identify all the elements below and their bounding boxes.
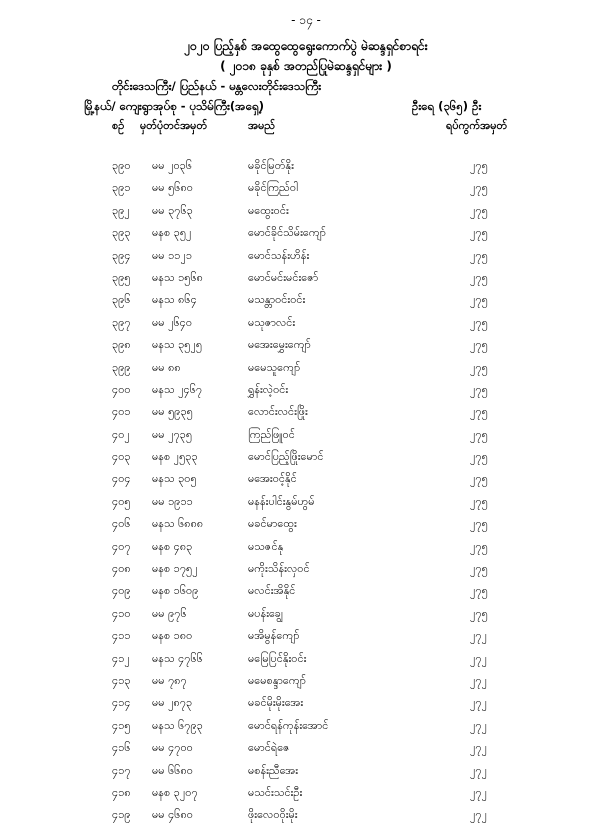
row-id: မနစ ၃၂၀၇ — [152, 785, 198, 799]
row-id: မမ ၄၆၈၀ — [152, 808, 193, 822]
row-number: ၃၉၅ — [112, 270, 131, 284]
table-row — [0, 764, 612, 786]
table-row — [0, 338, 612, 360]
row-name: မအေးမွှေးကျော် — [248, 338, 311, 352]
row-number: ၃၉၃ — [112, 226, 131, 240]
row-number: ၄၀၈ — [112, 562, 131, 576]
row-name: မသုဇာလင်း — [248, 315, 296, 329]
table-row — [0, 383, 612, 405]
row-id: မနသ ၃၅၂၅ — [152, 338, 203, 352]
row-code: ၂၇၂ — [470, 718, 487, 732]
row-code: ၂၇၅ — [470, 181, 488, 195]
row-id: မနသ ၃၀၅ — [152, 472, 197, 486]
column-header-no: စဉ် — [112, 119, 125, 132]
row-code: ၂၇၂ — [470, 808, 487, 822]
row-name: မပန်းချွေ — [248, 606, 283, 620]
row-number: ၃၉၆ — [112, 293, 131, 307]
table-row — [0, 293, 612, 315]
row-name: မောင်ခိုင်သိမ်းကျော် — [248, 226, 326, 240]
row-number: ၄၀၅ — [112, 494, 131, 508]
row-number: ၄၀၀ — [112, 382, 131, 396]
row-name: မသန္တာဝင်းဝင်း — [248, 293, 306, 307]
table-row — [0, 808, 612, 830]
row-number: ၃၉၇ — [112, 315, 131, 329]
row-code: ၂၇၅ — [470, 472, 488, 486]
row-id: မမ ၂၈၇၃ — [152, 696, 193, 710]
row-number: ၄၀၃ — [112, 450, 131, 464]
row-id: မမ ၂၀၃၆ — [152, 159, 193, 172]
row-number: ၃၉၉ — [112, 360, 131, 374]
row-name: မအိမွန်ကျော် — [248, 629, 300, 643]
row-code: ၂၇၅ — [470, 203, 488, 217]
row-name: မခိုင်ကြည်ဝါ — [248, 181, 298, 195]
row-code: ၂၇၅ — [470, 539, 488, 553]
row-name: မထွေးဝင်း — [248, 203, 289, 217]
table-row — [0, 204, 612, 226]
population-count: ဦးရေ (၃၆၅) ဦး — [412, 99, 482, 113]
row-id: မနသ ၆၈၈၈ — [152, 517, 204, 531]
table-row — [0, 405, 612, 427]
row-id: မမ ၇၈၇ — [152, 673, 187, 687]
row-id: မနစ ၄၈၃ — [152, 539, 193, 553]
row-code: ၂၇၅ — [470, 450, 488, 464]
voter-list — [0, 159, 612, 831]
row-code: ၂၇၂ — [470, 651, 487, 665]
row-id: မနစ ၁၇၅၂ — [152, 562, 198, 576]
table-row — [0, 629, 612, 651]
row-name: မခင်မိုးမိုးအေး — [248, 696, 304, 710]
table-row — [0, 361, 612, 383]
row-number: ၄၁၇ — [112, 763, 131, 777]
row-id: မနစ ၁၆၀၉ — [152, 584, 199, 598]
row-number: ၃၉၄ — [112, 248, 131, 262]
row-name: မမေသူကျော် — [248, 360, 301, 374]
row-number: ၄၁၀ — [112, 606, 131, 620]
row-code: ၂၇၅ — [470, 382, 488, 396]
table-row — [0, 450, 612, 472]
row-code: ၂၇၂ — [470, 696, 487, 710]
column-header-name: အမည် — [248, 119, 276, 132]
row-name: ရွှန်းလဲ့ဝင်း — [248, 382, 289, 396]
row-number: ၄၁၉ — [112, 808, 131, 822]
row-name: မသဇင်နု — [248, 539, 284, 553]
row-code: ၂၇၅ — [470, 606, 488, 620]
row-name: မောင်ရန်ကုန်းအောင် — [248, 718, 329, 732]
row-code: ၂၇၅ — [470, 405, 488, 419]
row-code: ၂၇၅ — [470, 338, 488, 352]
page-number: - ၁၄ - — [291, 13, 321, 27]
row-number: ၄၀၄ — [112, 472, 131, 486]
table-row — [0, 226, 612, 248]
row-code: ၂၇၂ — [470, 785, 487, 799]
row-id: မမ ၄၇၀၀ — [152, 741, 193, 755]
row-code: ၂၇၂ — [470, 741, 487, 755]
table-row — [0, 562, 612, 584]
row-code: ၂၇၂ — [470, 763, 487, 777]
row-code: ၂၇၅ — [470, 517, 488, 531]
row-number: ၄၁၈ — [112, 785, 131, 799]
column-header-id: မှတ်ပုံတင်အမှတ် — [140, 119, 208, 132]
table-row — [0, 540, 612, 562]
row-number: ၄၀၇ — [112, 539, 131, 553]
row-code: ၂၇၅ — [470, 315, 488, 329]
row-number: ၄၁၁ — [112, 629, 131, 643]
table-row — [0, 517, 612, 539]
row-name: မောင်ရဲဇေ — [248, 741, 290, 755]
row-number: ၄၁၃ — [112, 673, 131, 687]
table-row — [0, 652, 612, 674]
row-id: မမ ၁၉၁၁ — [152, 494, 193, 508]
row-code: ၂၇၅ — [470, 226, 488, 240]
row-name: ဖိုးလေဝဝိုးမိုး — [248, 808, 298, 822]
row-id: မမ ၉၇၆ — [152, 606, 187, 620]
table-row — [0, 786, 612, 808]
row-number: ၃၉၈ — [112, 338, 131, 352]
row-id: မမ ၃၇၆၃ — [152, 203, 193, 217]
row-id: မနစ ၂၅၃၃ — [152, 450, 198, 464]
row-number: ၄၀၂ — [112, 427, 130, 441]
row-id: မနသ ၂၄၆၇ — [152, 382, 203, 396]
row-id: မမ ၆၆၈၀ — [152, 763, 193, 777]
township-line: မြို့နယ်/ ကျေးရွာအုပ်စု - ပုသိမ်ကြီး(အရှေ့) — [84, 99, 265, 113]
row-number: ၄၀၁ — [112, 405, 131, 419]
row-name: မခိုင်မြတ်နိုး — [248, 159, 294, 172]
region-line: တိုင်းဒေသကြီး/ ပြည်နယ် - မန္တလေးတိုင်းဒေသကြီး — [112, 79, 322, 93]
row-code: ၂၇၅ — [470, 584, 488, 598]
row-id: မမ ၈၈ — [152, 360, 181, 374]
table-row — [0, 495, 612, 517]
column-header-code: ရပ်ကွက်အမှတ် — [446, 119, 508, 132]
row-name: မနန်းပါင်းနွမ်ဟွမ် — [248, 494, 315, 508]
row-name: မောင်ပြည့်ဖြိုးမောင် — [248, 450, 324, 464]
row-code: ၂၇၅ — [470, 427, 488, 441]
table-row — [0, 607, 612, 629]
table-row — [0, 249, 612, 271]
row-name: မမေစန္ဒာကျော် — [248, 673, 306, 687]
row-code: ၂၇၅ — [470, 248, 488, 262]
row-code: ၂၇၅ — [470, 270, 488, 284]
row-name: မကိုးသိန်းလှဝင် — [248, 562, 310, 576]
row-name: မသင်းသင်းဦး — [248, 785, 303, 799]
row-code: ၂၇၅ — [470, 293, 488, 307]
table-row — [0, 472, 612, 494]
row-name: မောင်သန်းဟိန်း — [248, 248, 310, 262]
table-row — [0, 316, 612, 338]
row-id: မနသ ၁၅၆၈ — [152, 270, 203, 284]
row-code: ၂၇၂ — [470, 629, 487, 643]
row-name: လောင်းလင်းဖြိုး — [248, 405, 308, 419]
table-row — [0, 428, 612, 450]
row-name: မခင်မာထွေး — [248, 517, 297, 531]
table-row — [0, 271, 612, 293]
row-code: ၂၇၅ — [470, 562, 488, 576]
row-name: မမြေပြင်နိုးဝင်း — [248, 651, 307, 665]
row-code: ၂၇၅ — [470, 494, 488, 508]
row-name: မအေးဝင့်နိုင် — [248, 472, 297, 486]
document-subtitle: ( ၂၀၁၈ ခုနှစ် အတည်ပြုမဲဆန္ဒရှင်များ ) — [220, 59, 392, 73]
row-id: မမ ၁၁၂၁ — [152, 248, 193, 262]
row-id: မနသ ၆၇၉၃ — [152, 718, 203, 732]
row-name: မစန်းညီအေး — [248, 763, 299, 777]
table-row — [0, 159, 612, 181]
table-row — [0, 181, 612, 203]
row-name: မောင်မင်းမင်းဇော် — [248, 270, 319, 284]
row-code: ၂၇၅ — [470, 360, 488, 374]
row-number: ၃၉၁ — [112, 181, 131, 195]
table-row — [0, 719, 612, 741]
row-id: မနသ ၈၆၄ — [152, 293, 197, 307]
row-id: မနသ ၄၇၆၆ — [152, 651, 203, 665]
row-number: ၄၁၄ — [112, 696, 131, 710]
row-id: မနစ ၁၈၀ — [152, 629, 193, 643]
row-number: ၃၉၂ — [112, 203, 130, 217]
table-row — [0, 584, 612, 606]
document-title: ၂၀၂၀ ပြည့်နှစ် အထွေထွေရွေးကောက်ပွဲ မဲဆန္ဒရှင်စာရင်း — [184, 39, 428, 53]
row-id: မမ ၅၉၃၅ — [152, 405, 193, 419]
row-id: မမ ၅၆၈၀ — [152, 181, 193, 195]
table-row — [0, 741, 612, 763]
row-code: ၂၇၂ — [470, 673, 487, 687]
row-name: မလင်းအိနိုင် — [248, 584, 296, 598]
row-number: ၃၉၀ — [112, 159, 131, 172]
row-number: ၄၁၅ — [112, 718, 131, 732]
row-number: ၄၀၆ — [112, 517, 131, 531]
row-id: မနစ ၃၅၂ — [152, 226, 192, 240]
row-id: မမ ၂၆၄၀ — [152, 315, 193, 329]
row-number: ၄၁၂ — [112, 651, 130, 665]
table-row — [0, 696, 612, 718]
table-row — [0, 674, 612, 696]
row-number: ၄၁၆ — [112, 741, 131, 755]
row-code: ၂၇၅ — [470, 159, 488, 172]
row-number: ၄၀၉ — [112, 584, 131, 598]
row-name: ကြည်ဖြူဝင် — [248, 427, 295, 441]
row-id: မမ ၂၇၃၅ — [152, 427, 193, 441]
